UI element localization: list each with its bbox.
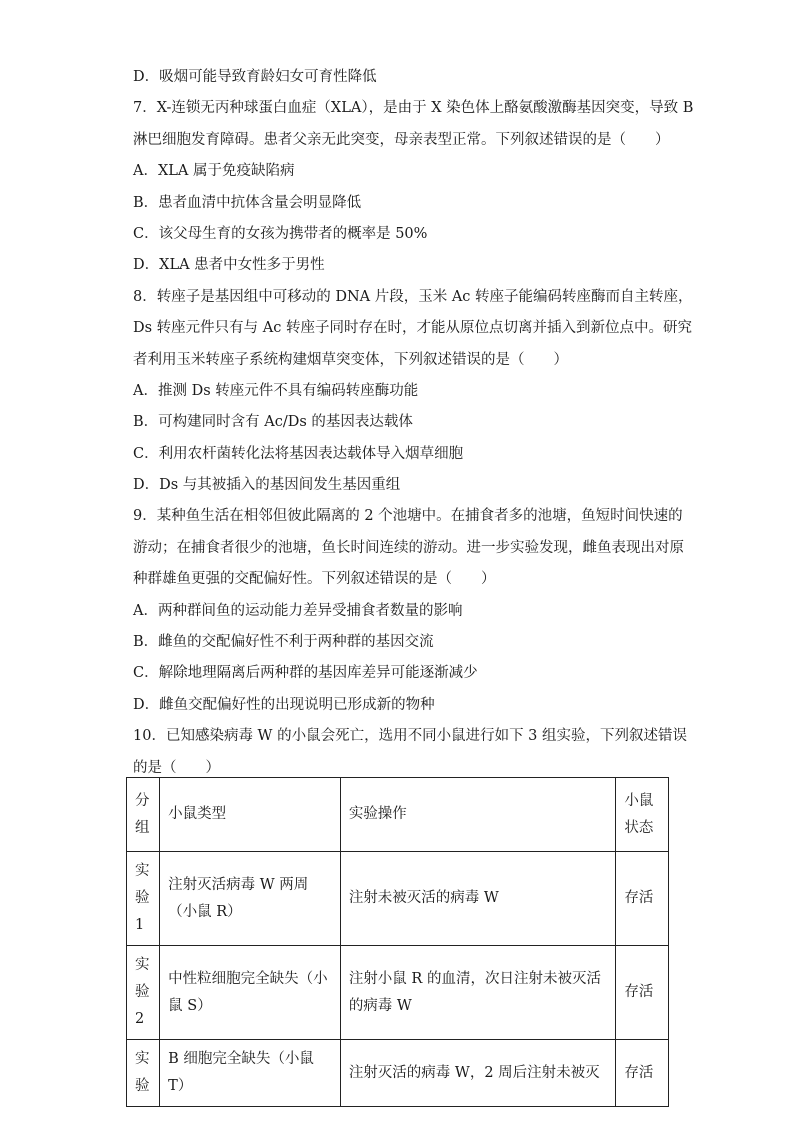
question-9-line-2: 游动；在捕食者很少的池塘，鱼长时间连续的游动。进一步实验发现，雌鱼表现出对原 (133, 539, 684, 556)
header-mouse-state: 小鼠状态 (616, 778, 669, 852)
question-8-line-3: 者利用玉米转座子系统构建烟草突变体，下列叙述错误的是（ ） (133, 351, 568, 368)
table-cell: 实验 (127, 1040, 160, 1107)
question-8-line-2: Ds 转座元件只有与 Ac 转座子同时存在时，才能从原位点切离并插入到新位点中。研究 (133, 320, 692, 337)
option-9c: C．解除地理隔离后两种群的基因库差异可能逐渐减少 (133, 665, 478, 682)
table-row (127, 852, 669, 946)
table-cell: 注射灭活病毒 W 两周（小鼠 R） (160, 852, 341, 946)
question-8-line-1: 8．转座子是基因组中可移动的 DNA 片段，玉米 Ac 转座子能编码转座酶而自主转座， (133, 288, 693, 305)
question-7-line-1: 7．X-连锁无丙种球蛋白血症（XLA），是由于 X 染色体上酪氨酸激酶基因突变，导致 B (133, 100, 694, 117)
option-9b: B．雌鱼的交配偏好性不利于两种群的基因交流 (133, 634, 434, 651)
option-7a: A．XLA 属于免疫缺陷病 (133, 163, 295, 180)
table-cell: 存活 (616, 946, 669, 1040)
experiment-table (126, 777, 669, 1107)
option-7b: B．患者血清中抗体含量会明显降低 (133, 194, 362, 211)
table-cell: B 细胞完全缺失（小鼠 T） (160, 1040, 341, 1107)
question-text (133, 62, 694, 784)
option-9d: D．雌鱼交配偏好性的出现说明已形成新的物种 (133, 696, 435, 713)
option-8a: A．推测 Ds 转座元件不具有编码转座酶功能 (133, 382, 419, 399)
table-cell: 存活 (616, 852, 669, 946)
option-8d: D．Ds 与其被插入的基因间发生基因重组 (133, 477, 401, 494)
table-row (127, 1040, 669, 1107)
table-cell: 注射灭活的病毒 W，2 周后注射未被灭 (340, 1040, 616, 1107)
header-operation: 实验操作 (340, 778, 616, 852)
option-8b: B．可构建同时含有 Ac/Ds 的基因表达载体 (133, 414, 413, 431)
table-cell: 中性粒细胞完全缺失（小鼠 S） (160, 946, 341, 1040)
table-cell: 注射未被灭活的病毒 W (340, 852, 616, 946)
question-10-line-1: 10．已知感染病毒 W 的小鼠会死亡，选用不同小鼠进行如下 3 组实验，下列叙述错误 (133, 728, 688, 745)
table-cell: 存活 (616, 1040, 669, 1107)
table-cell: 注射小鼠 R 的血清，次日注射未被灭活的病毒 W (340, 946, 616, 1040)
question-10-line-2: 的是（ ） (133, 759, 220, 776)
question-9-line-1: 9．某种鱼生活在相邻但彼此隔离的 2 个池塘中。在捕食者多的池塘，鱼短时间快速的 (133, 508, 683, 525)
table-cell: 实验2 (127, 946, 160, 1040)
option-7d: D．XLA 患者中女性多于男性 (133, 257, 325, 274)
table-header-row (127, 778, 669, 852)
header-group: 分组 (127, 778, 160, 852)
option-8c: C．利用农杆菌转化法将基因表达载体导入烟草细胞 (133, 445, 464, 462)
question-7-line-2: 淋巴细胞发育障碍。患者父亲无此突变，母亲表型正常。下列叙述错误的是（ ） (133, 131, 670, 148)
table-row (127, 946, 669, 1040)
question-9-line-3: 种群雄鱼更强的交配偏好性。下列叙述错误的是（ ） (133, 571, 496, 588)
option-7c: C．该父母生育的女孩为携带者的概率是 50% (133, 225, 428, 242)
option-6d: D．吸烟可能导致育龄妇女可育性降低 (133, 69, 377, 85)
table-cell: 实验1 (127, 852, 160, 946)
option-9a: A．两种群间鱼的运动能力差异受捕食者数量的影响 (133, 602, 463, 619)
header-mouse-type: 小鼠类型 (160, 778, 341, 852)
